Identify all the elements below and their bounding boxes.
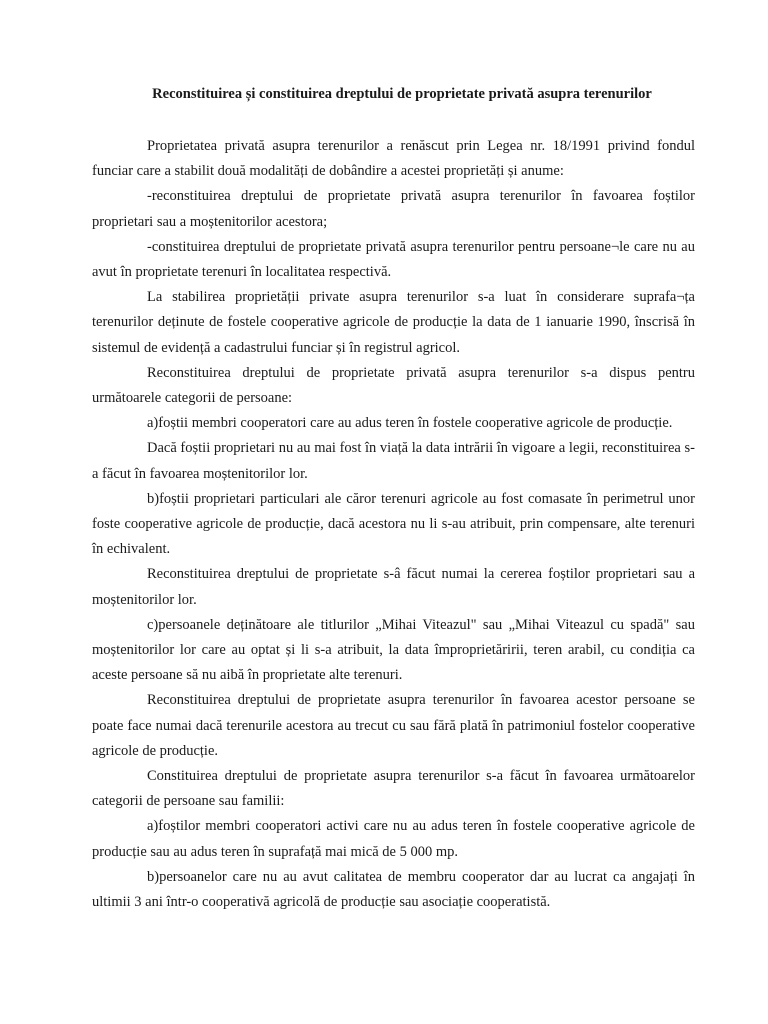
paragraph: a)foștii membri cooperatori care au adus teren în fostele cooperative agricole de producție. bbox=[147, 415, 673, 432]
paragraph: Proprietatea privată asupra terenurilor a renăscut prin Legea nr. 18/1991 privind fondul funciar care a stabilit două modalități de dobândire a acestei proprietăți și anume: bbox=[92, 138, 695, 180]
paragraph: Constituirea dreptului de proprietate asupra terenurilor s-a făcut în favoarea următoarelor categorii de persoane sau familii: bbox=[92, 768, 695, 810]
paragraph: -constituirea dreptului de proprietate privată asupra terenurilor pentru persoane¬le care nu au avut în proprietate terenuri în localitatea respectivă. bbox=[92, 238, 695, 281]
document-title: Reconstituirea și constituirea dreptului de proprietate privată asupra terenurilor bbox=[152, 86, 652, 102]
paragraph: b)foștii proprietari particulari ale căror terenuri agricole au fost comasate în perimetrul unor foste cooperative agricole de producție, dacă acestora nu li s-au atribuit, prin compensare, alte terenuri în echivalent. bbox=[92, 490, 695, 558]
paragraph: Reconstituirea dreptului de proprietate privată asupra terenurilor s-a dispus pentru următoarele categorii de persoane: bbox=[92, 364, 695, 407]
document-body bbox=[92, 134, 695, 915]
paragraph: La stabilirea proprietății private asupra terenurilor s-a luat în considerare suprafa¬ța terenurilor deținute de fostele cooperative agricole de producție la data de 1 ianuarie 1990, înscrisă în sistemul de evidență a cadastrului funciar și în registrul agricol. bbox=[92, 289, 695, 356]
paragraph: Reconstituirea dreptului de proprietate asupra terenurilor în favoarea acestor persoane se poate face numai dacă terenurile acestora au trecut cu sau fără plată în patrimoniul fostelor cooperative agricole de producție. bbox=[92, 692, 695, 759]
paragraph: Dacă foștii proprietari nu au mai fost în viață la data intrării în vigoare a legii, reconstituirea s-a făcut în favoarea moștenitorilor lor. bbox=[92, 440, 695, 482]
paragraph: b)persoanelor care nu au avut calitatea de membru cooperator dar au lucrat ca angajați în ultimii 3 ani într-o cooperativă agricolă de producție sau asociație cooperatistă. bbox=[92, 868, 695, 911]
paragraph: -reconstituirea dreptului de proprietate privată asupra terenurilor în favoarea foștilor proprietari sau a moștenitorilor acestora; bbox=[92, 188, 695, 230]
paragraph: a)foștilor membri cooperatori activi care nu au adus teren în fostele cooperative agricole de producție sau au adus teren în suprafață mai mică de 5 000 mp. bbox=[92, 818, 695, 860]
paragraph: Reconstituirea dreptului de proprietate s-â făcut numai la cererea foștilor proprietari sau a moștenitorilor lor. bbox=[92, 566, 695, 608]
paragraph: c)persoanele deținătoare ale titlurilor „Mihai Viteazul" sau „Mihai Viteazul cu spadă" sau moștenitorilor lor care au optat și li s-a atribuit, la data împroprietăririi, teren arabil, cu condiția ca aceste persoane să nu aibă în proprietate alte terenuri. bbox=[92, 616, 695, 684]
